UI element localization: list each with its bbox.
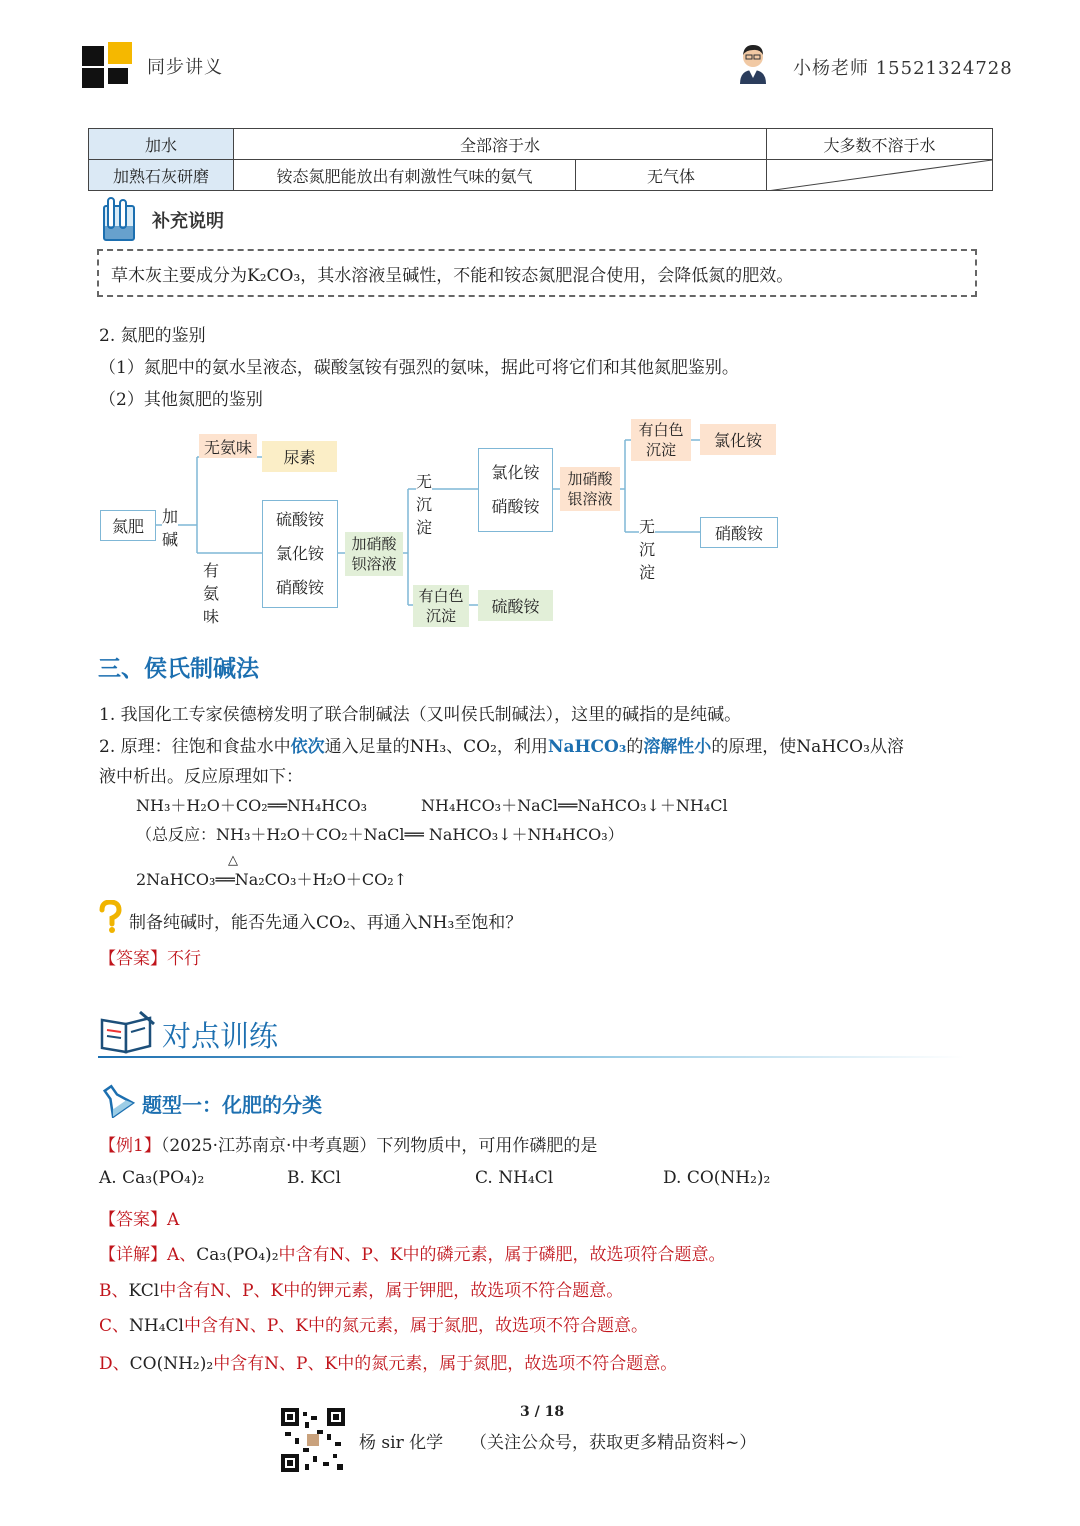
flow-item: 氯化铵 — [491, 463, 540, 482]
page-number: 3 / 18 — [520, 1404, 565, 1420]
example-line — [99, 1131, 597, 1156]
paragraph: （2）其他氮肥的鉴别 — [99, 390, 263, 410]
option-d: D. CO(NH₂)₂ — [663, 1168, 771, 1188]
paragraph: 1. 我国化工专家侯德榜发明了联合制碱法（又叫侯氏制碱法），这里的碱指的是纯碱。 — [99, 705, 742, 725]
flow-item: 氯化铵 — [275, 544, 324, 563]
detail-line — [99, 1276, 623, 1301]
table-cell: 加水 — [89, 129, 234, 160]
text-span: 的原理，使NaHCO₃从溶 — [711, 737, 904, 757]
flow-item: 硝酸铵 — [491, 497, 540, 516]
flow-node-urea: 尿素 — [262, 441, 337, 472]
table-cell: 大多数不溶于水 — [767, 129, 993, 160]
flow-node-group2 — [478, 448, 553, 532]
header-title: 同步讲义 — [147, 57, 223, 78]
paragraph: （1）氮肥中的氨水呈液态，碳酸氢铵有强烈的氨味，据此可将它们和其他氮肥鉴别。 — [99, 358, 739, 378]
flow-label — [413, 585, 469, 627]
detail-label: C、 — [99, 1316, 130, 1336]
answer-text: 【答案】不行 — [99, 949, 201, 969]
flow-item: 银溶液 — [567, 490, 613, 508]
detail-text: 中含有N、P、K中的钾元素，属于钾肥，故选项不符合题意。 — [159, 1281, 624, 1301]
option-b: B. KCl — [287, 1168, 341, 1188]
flow-label: 有氨味 — [203, 558, 219, 627]
highlight: NaHCO₃ — [547, 737, 627, 757]
flow-item: 沉淀 — [425, 607, 456, 625]
footer-brand: 杨 sir 化学 — [359, 1433, 444, 1453]
flow-item: 沉淀 — [645, 441, 676, 459]
flow-node-group — [262, 500, 338, 608]
footer-note: （关注公众号，获取更多精品资料~） — [470, 1433, 757, 1453]
flow-node-start: 氮肥 — [100, 510, 156, 541]
example-text: （2025·江苏南京·中考真题）下列物质中，可用作磷肥的是 — [160, 1136, 598, 1156]
flow-label: 无沉淀 — [639, 514, 655, 583]
flow-node-ammonium-chloride: 氯化铵 — [700, 424, 776, 455]
flow-reagent-ba — [345, 532, 403, 576]
highlight: 溶解性小 — [643, 737, 712, 757]
supplement-title: 补充说明 — [152, 211, 224, 232]
equation: 2NaHCO₃══Na₂CO₃＋H₂O＋CO₂↑ — [136, 870, 408, 889]
practice-title: 对点训练 — [162, 1019, 279, 1053]
table-cell: 加熟石灰研磨 — [89, 160, 234, 191]
equation-condition: △ — [228, 853, 238, 868]
detail-text: 中含有N、P、K中的氮元素，属于氮肥，故选项不符合题意。 — [213, 1354, 678, 1374]
flow-label: 加碱 — [162, 504, 178, 550]
flow-item: 硝酸铵 — [275, 578, 324, 597]
supplement-text: 草木灰主要成分为K₂CO₃，其水溶液呈碱性，不能和铵态氮肥混合使用，会降低氮的肥效。 — [111, 266, 794, 286]
divider — [98, 1056, 964, 1058]
text-span: 2. 原理：往饱和食盐水中 — [99, 737, 291, 757]
detail-line — [99, 1311, 648, 1336]
book-icon — [98, 1010, 156, 1056]
text-span: 的 — [626, 737, 644, 757]
flow-node-ammonium-nitrate: 硝酸铵 — [700, 517, 778, 548]
flow-item: 加硝酸 — [351, 535, 397, 553]
equation: NH₄HCO₃＋NaCl══NaHCO₃↓＋NH₄Cl — [421, 796, 728, 815]
flow-reagent-ag — [560, 467, 620, 511]
paragraph: 液中析出。反应原理如下： — [99, 767, 303, 787]
formula: NH₄Cl — [129, 1316, 184, 1336]
formula: Ca₃(PO₄)₂ — [196, 1245, 279, 1265]
flow-item: 有白色 — [418, 587, 464, 605]
answer-text: 【答案】A — [99, 1210, 180, 1230]
flow-item: 加硝酸 — [567, 470, 613, 488]
detail-label: B、 — [99, 1281, 129, 1301]
flow-label — [631, 419, 691, 461]
detail-line — [99, 1349, 677, 1374]
qr-code — [281, 1408, 345, 1472]
highlight: 依次 — [290, 737, 325, 757]
formula: KCl — [128, 1281, 160, 1301]
formula: CO(NH₂)₂ — [129, 1354, 214, 1374]
detail-label: 【详解】A、 — [99, 1245, 197, 1265]
paragraph — [99, 732, 904, 757]
question-text: 制备纯碱时，能否先通入CO₂、再通入NH₃至饱和？ — [129, 913, 523, 933]
option-a: A. Ca₃(PO₄)₂ — [99, 1168, 205, 1188]
flow-label: 无氨味 — [199, 434, 257, 458]
example-label: 【例1】 — [99, 1136, 161, 1156]
table-cell: 无气体 — [576, 160, 767, 191]
section-title: 三、侯氏制碱法 — [98, 656, 259, 682]
detail-label: D、 — [99, 1354, 130, 1374]
detail-line — [99, 1240, 726, 1265]
option-c: C. NH₄Cl — [475, 1168, 554, 1188]
section-heading: 2. 氮肥的鉴别 — [99, 326, 206, 346]
detail-text: 中含有N、P、K中的磷元素，属于磷肥，故选项符合题意。 — [278, 1245, 726, 1265]
equation: （总反应：NH₃＋H₂O＋CO₂＋NaCl══ NaHCO₃↓＋NH₄HCO₃） — [136, 825, 624, 844]
question-icon — [98, 900, 122, 934]
detail-text: 中含有N、P、K中的氮元素，属于氮肥，故选项不符合题意。 — [183, 1316, 648, 1336]
flask-icon — [97, 1082, 135, 1118]
equation: NH₃＋H₂O＋CO₂══NH₄HCO₃ — [136, 796, 367, 815]
teacher-contact: 小杨老师 15521324728 — [793, 58, 1013, 79]
question-type-title: 题型一：化肥的分类 — [142, 1093, 322, 1117]
text-span: 通入足量的NH₃、CO₂，利用 — [324, 737, 548, 757]
flow-item: 钡溶液 — [351, 555, 397, 573]
table-cell: 铵态氮肥能放出有刺激性气味的氨气 — [234, 160, 576, 191]
flow-item: 硫酸铵 — [275, 510, 324, 529]
flow-item: 有白色 — [638, 421, 684, 439]
flow-label: 无沉淀 — [416, 469, 432, 538]
flow-node-ammonium-sulfate: 硫酸铵 — [478, 590, 553, 621]
table-cell: 全部溶于水 — [234, 129, 767, 160]
